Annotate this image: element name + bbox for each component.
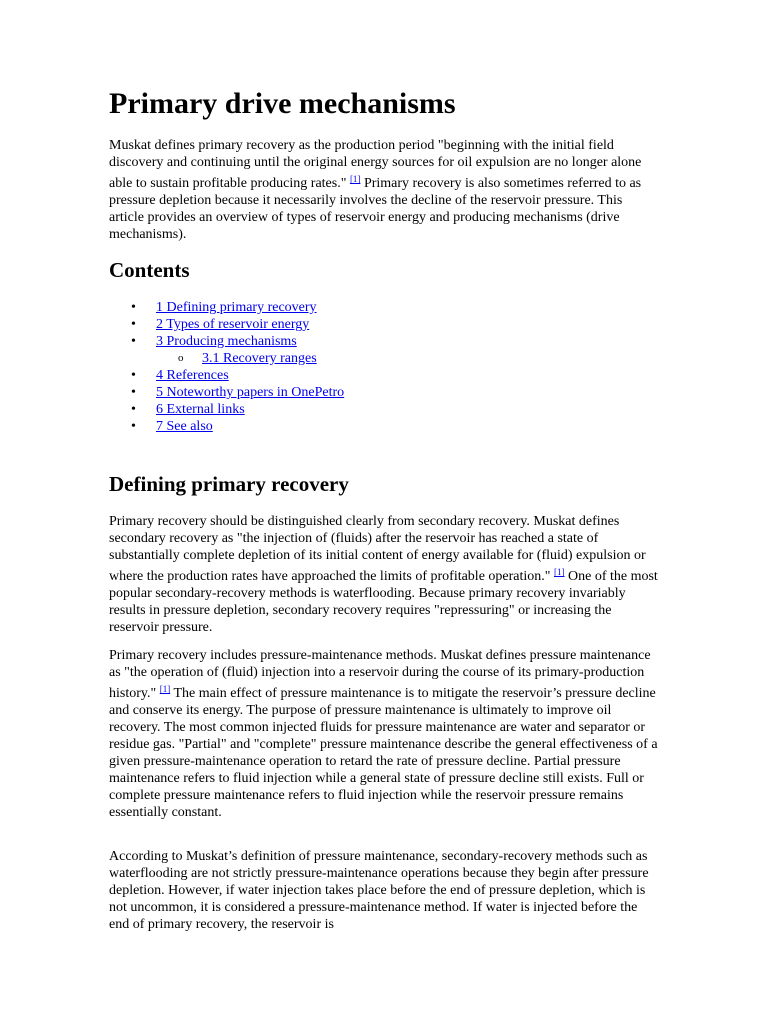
toc-item bbox=[109, 384, 659, 401]
reference-link[interactable]: [1] bbox=[159, 684, 171, 694]
toc-link-types-of-reservoir-energy[interactable]: 2 Types of reservoir energy bbox=[156, 317, 310, 332]
bullet-icon: • bbox=[131, 368, 136, 383]
toc-link-recovery-ranges[interactable]: 3.1 Recovery ranges bbox=[202, 351, 317, 366]
bullet-icon: • bbox=[131, 419, 136, 434]
toc-link-external-links[interactable]: 6 External links bbox=[156, 402, 245, 417]
bullet-icon: • bbox=[131, 334, 136, 349]
paragraph-text: One of the most popular secondary-recovery methods is waterflooding. Because primary recovery invariably results in pressure depletion, secondary recovery requires "repressuring" or increasing the reservoir pressure. bbox=[109, 569, 658, 635]
toc-subitem bbox=[109, 350, 659, 367]
toc-item bbox=[109, 367, 659, 384]
toc-item bbox=[109, 401, 659, 418]
intro-text-a: Muskat defines primary recovery as the production period "beginning with the initial field discovery and continuing until the original energy sources for oil expulsion are no longer alone able to sustain profitable producing rates." bbox=[109, 138, 642, 191]
table-of-contents bbox=[109, 299, 659, 435]
bullet-icon: • bbox=[131, 385, 136, 400]
toc-link-producing-mechanisms[interactable]: 3 Producing mechanisms bbox=[156, 334, 297, 349]
toc-item bbox=[109, 316, 659, 333]
toc-link-defining-primary-recovery[interactable]: 1 Defining primary recovery bbox=[156, 300, 317, 315]
paragraph-text: Primary recovery includes pressure-maintenance methods. Muskat defines pressure maintenance as "the operation of (fluid) injection into a reservoir during the course of its primary-production history." bbox=[109, 648, 651, 701]
reference-link[interactable]: [1] bbox=[349, 174, 361, 184]
toc-item bbox=[109, 333, 659, 350]
bullet-icon: • bbox=[131, 300, 136, 315]
toc-link-noteworthy-papers[interactable]: 5 Noteworthy papers in OnePetro bbox=[156, 385, 345, 400]
page-title: Primary drive mechanisms bbox=[109, 87, 456, 120]
toc-link-references[interactable]: 4 References bbox=[156, 368, 229, 383]
bullet-icon: • bbox=[131, 317, 136, 332]
paragraph-text: Primary recovery should be distinguished clearly from secondary recovery. Muskat defines secondary recovery as "the injection of (fluids) after the reservoir has reached a state of substantially complete depletion of its initial content of energy available for (fluid) expulsion or where the production rates have approached the limits of profitable operation." bbox=[109, 514, 646, 584]
section-paragraph bbox=[109, 513, 659, 636]
contents-heading: Contents bbox=[109, 258, 190, 282]
reference-link[interactable]: [1] bbox=[554, 567, 565, 577]
section-paragraph bbox=[109, 647, 659, 821]
bullet-icon: • bbox=[131, 402, 136, 417]
toc-link-see-also[interactable]: 7 See also bbox=[156, 419, 213, 434]
toc-item bbox=[109, 418, 659, 435]
section-heading-defining-primary-recovery: Defining primary recovery bbox=[109, 472, 349, 496]
toc-item bbox=[109, 299, 659, 316]
sub-bullet-icon: o bbox=[178, 352, 184, 364]
paragraph-text: The main effect of pressure maintenance is to mitigate the reservoir’s pressure decline and conserve its energy. The purpose of pressure maintenance is ultimately to improve oil recovery. The most common injected fluids for pressure maintenance are water and separator or residue gas. "Partial" and "complete" pressure maintenance describe the general effectiveness of a given pressure-maintenance operation to retard the rate of pressure decline. Partial pressure maintenance refers to fluid injection while a general state of pressure decline still exists. Full or complete pressure maintenance refers to fluid injection while the reservoir pressure remains essentially constant. bbox=[109, 686, 658, 820]
intro-text-b: Primary recovery is also sometimes referred to as pressure depletion because it necessarily involves the decline of the reservoir pressure. This article provides an overview of types of reservoir energy and producing mechanisms (drive mechanisms). bbox=[109, 176, 642, 242]
intro-paragraph bbox=[109, 137, 659, 243]
section-paragraph: According to Muskat’s definition of pressure maintenance, secondary-recovery methods such as waterflooding are not strictly pressure-maintenance operations because they begin after pressure depletion. However, if water injection takes place before the end of pressure depletion, which is not uncommon, it is considered a pressure-maintenance method. If water is injected before the end of primary recovery, the reservoir is bbox=[109, 849, 649, 932]
